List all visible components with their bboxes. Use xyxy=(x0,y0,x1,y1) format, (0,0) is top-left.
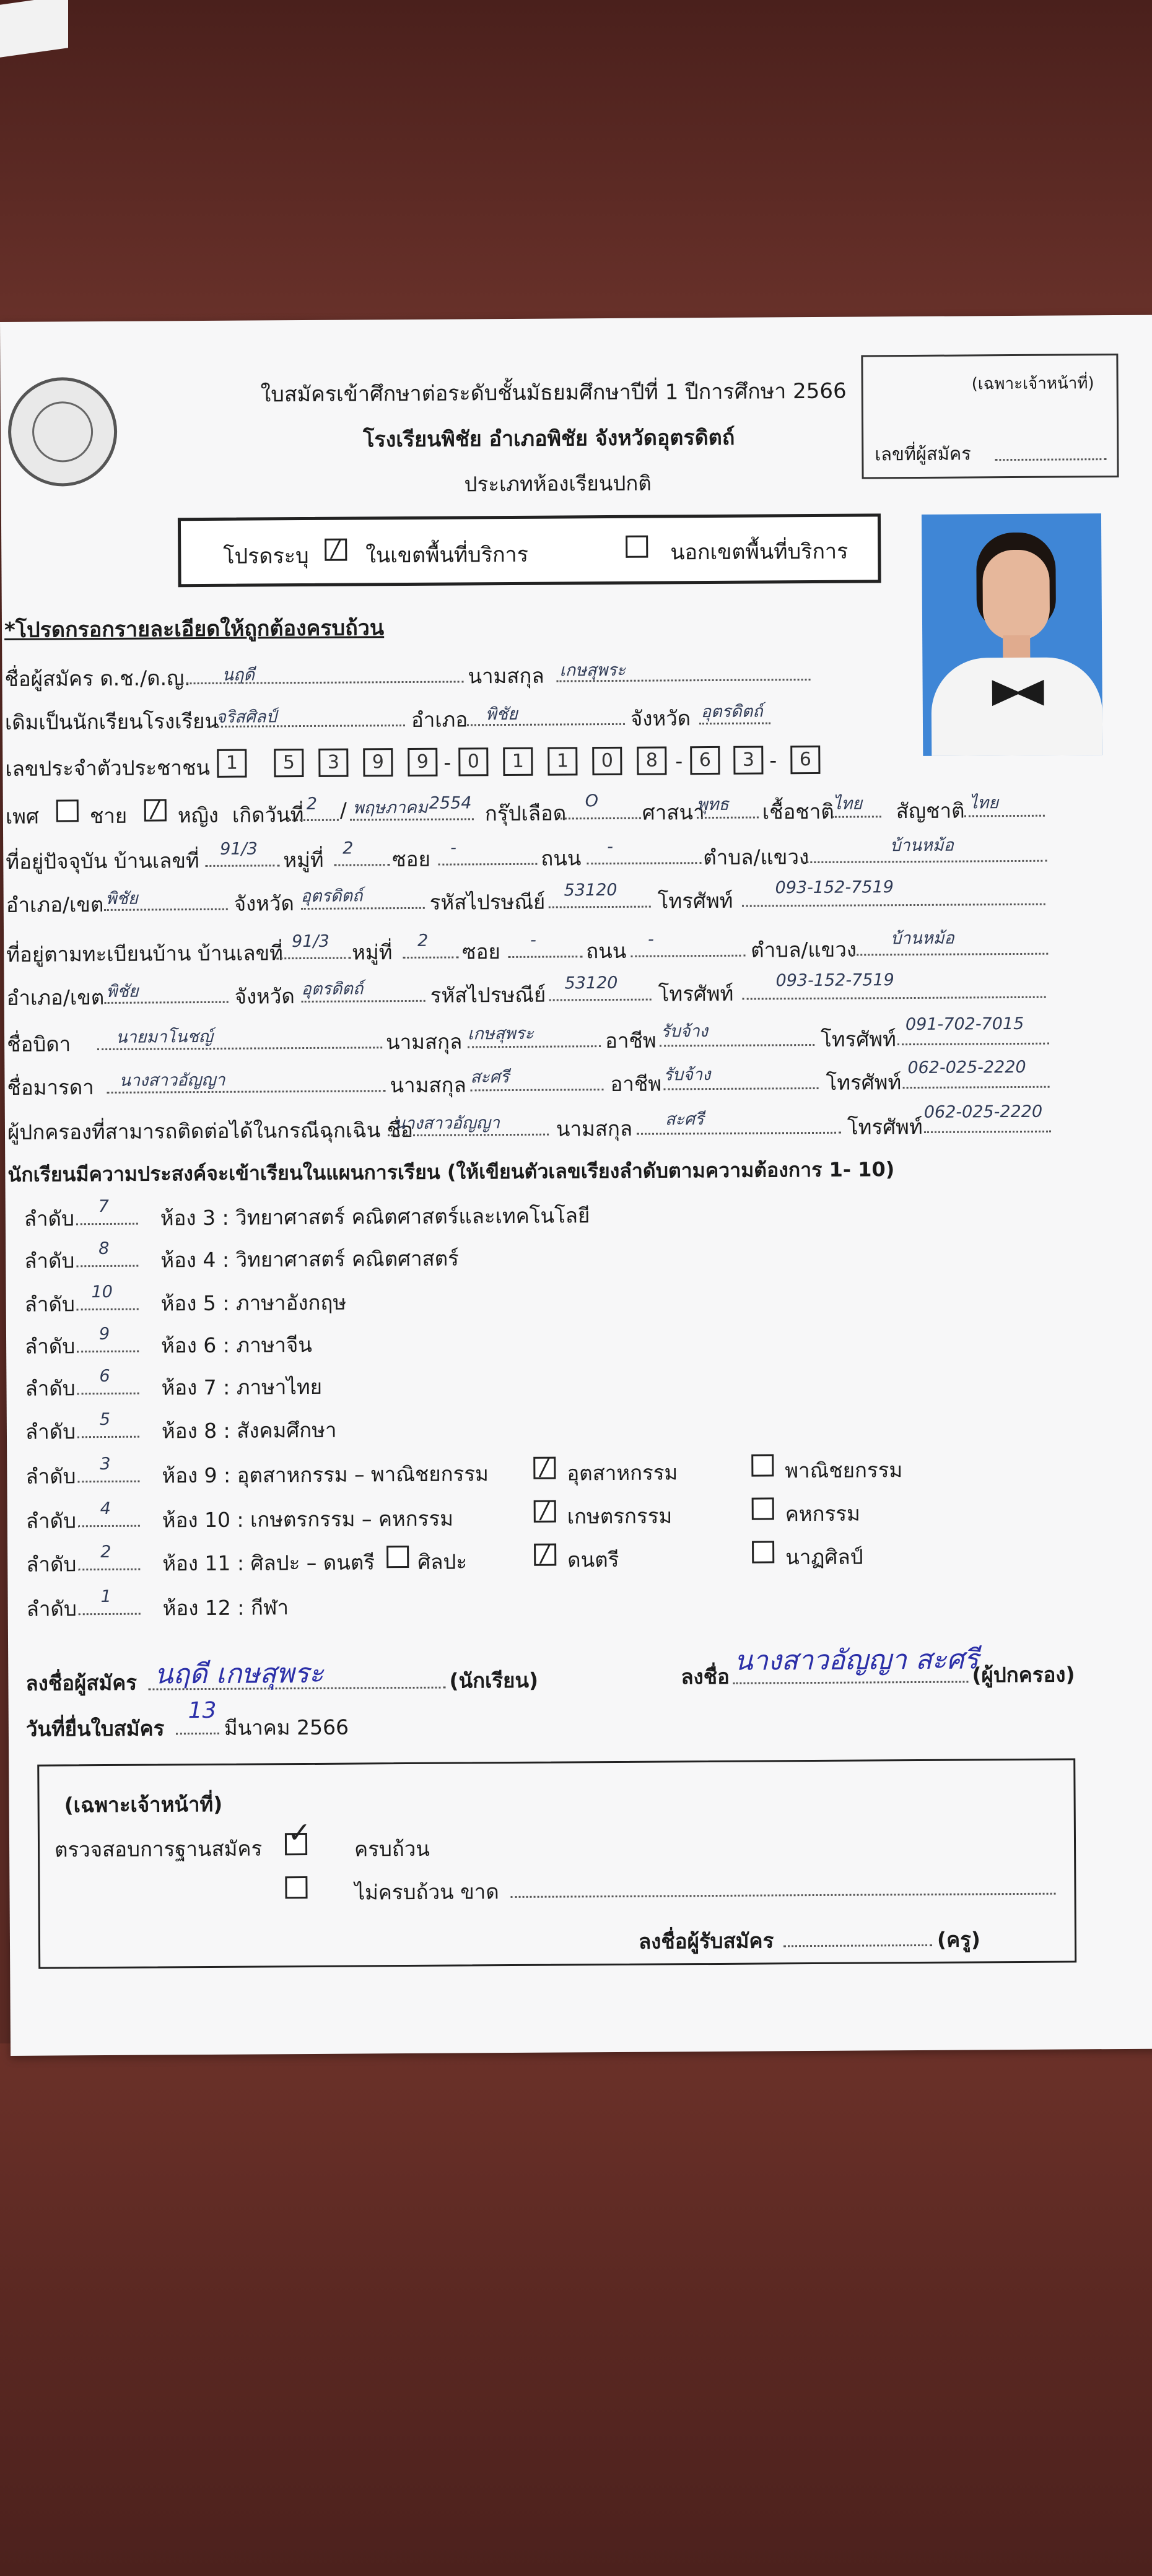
female-checkbox[interactable] xyxy=(144,799,167,821)
plan-rank-value[interactable]: 3 xyxy=(100,1454,111,1474)
current-phone-line xyxy=(742,903,1045,907)
plan-rank-line xyxy=(78,1569,140,1571)
plan-rank-value[interactable]: 10 xyxy=(91,1282,113,1302)
plan-rank-label: ลำดับ xyxy=(25,1419,76,1444)
id-separator: - xyxy=(675,749,683,773)
father-phone-line xyxy=(897,1043,1049,1045)
plan-rank-label: ลำดับ xyxy=(26,1596,77,1621)
current-moo-label: หมู่ที่ xyxy=(283,847,324,872)
registered-moo-line xyxy=(403,956,458,959)
mother-label: ชื่อมารดา xyxy=(7,1075,94,1100)
plan-rank-line xyxy=(78,1525,140,1528)
in-service-checkbox[interactable] xyxy=(325,539,347,561)
guardian-surname[interactable]: สะศรี xyxy=(665,1110,704,1129)
registered-soi[interactable]: - xyxy=(530,930,536,950)
official-title: (เฉพาะเจ้าหน้าที่) xyxy=(64,1791,223,1817)
photo-uniform xyxy=(931,657,1102,756)
plan-room: ห้อง 9 : อุตสาหกรรม – พาณิชยกรรม xyxy=(162,1461,489,1488)
agriculture-checkbox[interactable] xyxy=(534,1500,556,1523)
registered-road[interactable]: - xyxy=(648,929,654,949)
surname-value[interactable]: เกษสุพระ xyxy=(559,660,626,681)
applicant-sign-label: ลงชื่อผู้สมัคร xyxy=(25,1670,137,1695)
registered-road-label: ถนน xyxy=(586,938,627,964)
applicant-no-label: เลขที่ผู้สมัคร xyxy=(875,443,971,465)
plan-room: ห้อง 7 : ภาษาไทย xyxy=(161,1374,323,1400)
current-province[interactable]: อุตรดิตถ์ xyxy=(300,886,363,907)
industry-checkbox[interactable] xyxy=(533,1457,556,1479)
dance-checkbox[interactable] xyxy=(752,1541,774,1563)
id-digit[interactable]: 0 xyxy=(458,747,488,776)
plan-rank-label: ลำดับ xyxy=(24,1292,75,1316)
guardian-phone[interactable]: 062-025-2220 xyxy=(923,1102,1043,1122)
father-phone[interactable]: 091-702-7015 xyxy=(905,1014,1024,1035)
current-phone[interactable]: 093-152-7519 xyxy=(775,877,894,898)
checkmark-icon: ✓ xyxy=(287,1815,312,1850)
plan-rank-value[interactable]: 4 xyxy=(100,1499,111,1519)
id-digit[interactable]: 9 xyxy=(408,748,437,777)
plan-rank-label: ลำดับ xyxy=(25,1464,76,1489)
out-service-checkbox[interactable] xyxy=(626,536,648,558)
submit-date-day[interactable]: 13 xyxy=(188,1697,217,1724)
current-postcode-label: รหัสไปรษณีย์ xyxy=(429,889,546,915)
plan-rank-line xyxy=(76,1265,138,1268)
prev-district-label: อำเภอ xyxy=(411,707,468,732)
religion-label: ศาสนา xyxy=(642,800,705,825)
registered-postcode-line xyxy=(549,999,652,1001)
current-road-label: ถนน xyxy=(541,846,582,871)
birth-day[interactable]: 2 xyxy=(306,794,318,814)
mother-job-line xyxy=(664,1087,819,1090)
id-digit[interactable]: 3 xyxy=(733,746,763,774)
father-job-label: อาชีพ xyxy=(604,1028,657,1053)
instruction-text: *โปรดกรอกรายละเอียดให้ถูกต้องครบถ้วน xyxy=(4,616,385,643)
current-subdistrict-label: ตำบล/แขวง xyxy=(703,845,809,870)
plan-rank-value[interactable]: 6 xyxy=(99,1366,110,1386)
art-label: ศิลปะ xyxy=(417,1549,468,1574)
plan-rank-value[interactable]: 7 xyxy=(98,1196,110,1217)
plan-rank-label: ลำดับ xyxy=(24,1334,76,1359)
registered-address-label: ที่อยู่ตามทะเบียนบ้าน บ้านเลขที่ xyxy=(6,941,283,967)
father-job-line xyxy=(660,1044,814,1047)
religion-value[interactable]: พุทธ xyxy=(696,794,729,815)
sex-label: เพศ xyxy=(5,804,39,829)
father-job[interactable]: รับจ้าง xyxy=(660,1022,708,1042)
current-subdistrict[interactable]: บ้านหม้อ xyxy=(890,835,954,856)
plan-room: ห้อง 11 : ศิลปะ – ดนตรี xyxy=(162,1550,375,1576)
guardian-phone-line xyxy=(924,1131,1051,1133)
plans-heading: นักเรียนมีความประสงค์จะเข้าเรียนในแผนการเรียน (ให้เขียนตัวเลขเรียงลำดับตามความต้องการ 1- 10) xyxy=(7,1157,895,1186)
registered-subdistrict-line xyxy=(850,953,1048,956)
current-postcode[interactable]: 53120 xyxy=(564,880,617,900)
official-only-label: (เฉพาะเจ้าหน้าที่) xyxy=(971,374,1094,394)
guardian-phone-label: โทรศัพท์ xyxy=(847,1114,923,1139)
plan-room: ห้อง 4 : วิทยาศาสตร์ คณิตศาสตร์ xyxy=(160,1246,459,1273)
name-value[interactable]: นฤดี xyxy=(222,665,255,685)
guardian-name[interactable]: นางสาวอัญญา xyxy=(393,1113,500,1134)
commerce-label: พาณิชยกรรม xyxy=(785,1458,903,1483)
submit-date-rest: มีนาคม 2566 xyxy=(224,1715,349,1740)
father-surname-label: นามสกุล xyxy=(385,1029,463,1055)
area-selection-box xyxy=(178,513,881,587)
birth-slash: / xyxy=(339,798,347,822)
plan-room: ห้อง 5 : ภาษาอังกฤษ xyxy=(160,1290,347,1316)
id-digit[interactable]: 0 xyxy=(592,747,622,775)
prev-school-label: เดิมเป็นนักเรียนโรงเรียน xyxy=(4,708,219,734)
plan-rank-line xyxy=(76,1223,138,1225)
plan-room: ห้อง 6 : ภาษาจีน xyxy=(160,1332,312,1358)
plan-rank-line xyxy=(79,1613,141,1616)
registered-subdistrict-label: ตำบล/แขวง xyxy=(751,937,857,962)
id-separator: - xyxy=(443,750,452,775)
prev-province-value[interactable]: อุตรดิตถ์ xyxy=(700,702,763,722)
id-digit[interactable]: 9 xyxy=(363,748,393,777)
current-soi-line xyxy=(438,863,537,866)
student-tag: (นักเรียน) xyxy=(449,1668,539,1693)
current-house-no[interactable]: 91/3 xyxy=(220,839,258,859)
registered-moo-label: หมู่ที่ xyxy=(352,940,393,965)
receiver-sign-line xyxy=(783,1944,932,1947)
id-digit[interactable]: 6 xyxy=(790,746,820,774)
music-label: ดนตรี xyxy=(567,1547,619,1572)
blood-label: กรุ๊ปเลือด xyxy=(484,801,567,826)
surname-label: นามสกุล xyxy=(468,663,544,689)
home-economics-label: คหกรรม xyxy=(785,1501,860,1526)
male-checkbox[interactable] xyxy=(56,799,79,822)
plan-room: ห้อง 12 : กีฬา xyxy=(162,1595,289,1621)
photo-face xyxy=(982,550,1050,641)
prev-district-value[interactable]: พิชัย xyxy=(485,704,518,724)
mother-job[interactable]: รับจ้าง xyxy=(663,1065,711,1085)
guardian-surname-line xyxy=(637,1132,841,1135)
guardian-sign-label: ลงชื่อ xyxy=(681,1664,730,1689)
table-surface-bottom xyxy=(0,2043,1152,2576)
birth-year[interactable]: 2554 xyxy=(429,793,472,813)
race-value[interactable]: ไทย xyxy=(832,794,863,814)
plan-rank-line xyxy=(77,1308,139,1311)
agriculture-label: เกษตรกรรม xyxy=(567,1503,673,1529)
table-surface-top xyxy=(0,0,1152,347)
applicant-no-line xyxy=(995,458,1106,461)
paper-scrap xyxy=(0,0,68,58)
complete-label: ครบถ้วน xyxy=(354,1836,430,1861)
mother-surname[interactable]: สะศรี xyxy=(470,1068,510,1087)
seal-emblem xyxy=(32,401,94,463)
current-district[interactable]: พิชัย xyxy=(105,889,138,908)
prev-school-value[interactable]: จริสศิลป์ xyxy=(216,707,277,727)
plan-room: ห้อง 3 : วิทยาศาสตร์ คณิตศาสตร์และเทคโนโลยี xyxy=(160,1203,590,1230)
id-digit[interactable]: 8 xyxy=(637,746,666,775)
plan-rank-label: ลำดับ xyxy=(25,1376,76,1401)
id-digit[interactable]: 1 xyxy=(503,747,533,776)
mother-surname-label: นามสกุล xyxy=(390,1073,466,1098)
plan-rank-label: ลำดับ xyxy=(25,1508,77,1533)
mother-phone[interactable]: 062-025-2220 xyxy=(907,1057,1026,1078)
plan-rank-value[interactable]: 2 xyxy=(100,1542,111,1562)
current-road-line xyxy=(587,862,701,864)
registered-road-line xyxy=(631,955,745,957)
guardian-tag: (ผู้ปกครอง) xyxy=(972,1662,1075,1687)
current-road[interactable]: - xyxy=(607,837,614,857)
registered-house-line xyxy=(276,957,351,960)
current-soi[interactable]: - xyxy=(450,838,457,858)
plan-rank-value[interactable]: 8 xyxy=(98,1238,110,1259)
current-moo-line xyxy=(334,864,390,866)
plan-rank-line xyxy=(77,1393,139,1395)
blood-line xyxy=(561,817,641,820)
current-district-label: อำเภอ/เขต xyxy=(6,892,104,917)
registered-phone-label: โทรศัพท์ xyxy=(658,981,734,1006)
registered-province-label: จังหวัด xyxy=(234,984,295,1009)
father-surname[interactable]: เกษสุพระ xyxy=(467,1024,534,1044)
birth-label: เกิดวันที่ xyxy=(232,803,304,827)
registered-soi-line xyxy=(508,955,582,958)
receiver-sign-label: ลงชื่อผู้รับสมัคร xyxy=(638,1928,774,1954)
mother-name[interactable]: นางสาวอัญญา xyxy=(119,1070,225,1090)
current-soi-label: ซอย xyxy=(392,846,430,872)
receiver-tag: (ครู) xyxy=(936,1927,981,1952)
submit-date-label: วันที่ยื่นใบสมัคร xyxy=(25,1716,165,1741)
plan-room: ห้อง 8 : สังคมศึกษา xyxy=(161,1417,337,1443)
registered-district-label: อำเภอ/เขต xyxy=(6,985,105,1010)
father-phone-label: โทรศัพท์ xyxy=(820,1027,896,1051)
mother-phone-label: โทรศัพท์ xyxy=(826,1070,902,1095)
male-label: ชาย xyxy=(89,803,128,829)
id-digit[interactable]: 3 xyxy=(318,749,348,777)
current-postcode-line xyxy=(549,906,651,908)
music-checkbox[interactable] xyxy=(534,1544,556,1566)
industry-label: อุตสาหกรรม xyxy=(567,1460,678,1486)
home-economics-checkbox[interactable] xyxy=(752,1497,774,1520)
official-section xyxy=(37,1758,1076,1969)
commerce-checkbox[interactable] xyxy=(751,1454,774,1476)
guardian-surname-label: นามสกุล xyxy=(556,1116,633,1141)
registered-soi-label: ซอย xyxy=(462,939,500,964)
mother-job-label: อาชีพ xyxy=(610,1071,662,1097)
current-moo[interactable]: 2 xyxy=(343,838,354,858)
blood-value[interactable]: O xyxy=(585,791,599,811)
registered-subdistrict[interactable]: บ้านหม้อ xyxy=(891,928,954,949)
registered-phone[interactable]: 093-152-7519 xyxy=(775,970,894,991)
id-digit[interactable]: 1 xyxy=(217,749,247,778)
plan-rank-line xyxy=(77,1481,139,1483)
registered-postcode-label: รหัสไปรษณีย์ xyxy=(430,982,546,1007)
prev-province-label: จังหวัด xyxy=(630,706,691,731)
plan-rank-line xyxy=(77,1351,139,1353)
out-service-label: นอกเขตพื้นที่บริการ xyxy=(670,539,849,565)
current-house-line xyxy=(205,864,279,867)
birth-day-line xyxy=(289,819,339,821)
submit-date-line xyxy=(176,1733,219,1734)
female-label: หญิง xyxy=(177,803,219,828)
applicant-signature[interactable]: นฤดี เกษสุพระ xyxy=(154,1657,324,1690)
birth-month[interactable]: พฤษภาคม xyxy=(352,798,428,818)
plan-rank-label: ลำดับ xyxy=(24,1248,75,1273)
dance-label: นาฏศิลป์ xyxy=(785,1544,863,1570)
incomplete-reason-line xyxy=(511,1893,1056,1898)
in-service-label: ในเขตพื้นที่บริการ xyxy=(365,542,529,568)
name-label: ชื่อผู้สมัคร ด.ช./ด.ญ. xyxy=(4,666,191,691)
current-address-label: ที่อยู่ปัจจุบัน บ้านเลขที่ xyxy=(6,848,199,874)
id-digit[interactable]: 5 xyxy=(274,749,303,777)
official-id-box xyxy=(861,354,1119,479)
registered-postcode[interactable]: 53120 xyxy=(564,973,618,993)
plan-rank-value[interactable]: 5 xyxy=(99,1409,111,1430)
plan-room: ห้อง 10 : เกษตรกรรม – คหกรรม xyxy=(162,1506,454,1533)
registered-moo[interactable]: 2 xyxy=(417,931,429,951)
race-label: เชื้อชาติ xyxy=(762,799,834,824)
applicant-photo xyxy=(922,513,1102,756)
registered-province[interactable]: อุตรดิตถ์ xyxy=(301,979,364,999)
plan-rank-line xyxy=(77,1436,139,1438)
id-digit[interactable]: 1 xyxy=(548,747,577,775)
classroom-type: ประเภทห้องเรียนปกติ xyxy=(464,471,652,497)
id-digit[interactable]: 6 xyxy=(690,746,720,775)
current-phone-label: โทรศัพท์ xyxy=(657,888,733,913)
nationality-label: สัญชาติ xyxy=(896,798,965,824)
plan-rank-label: ลำดับ xyxy=(24,1206,75,1231)
father-label: ชื่อบิดา xyxy=(7,1032,71,1056)
school-seal xyxy=(8,377,118,487)
incomplete-label: ไม่ครบถ้วน ขาด xyxy=(354,1879,499,1905)
id-label: เลขประจำตัวประชาชน xyxy=(5,755,211,781)
official-check-label: ตรวจสอบการฐานสมัคร xyxy=(54,1836,263,1862)
plan-rank-value[interactable]: 1 xyxy=(100,1586,111,1607)
mother-phone-line xyxy=(903,1086,1050,1089)
current-subdistrict-line xyxy=(802,860,1047,863)
art-checkbox[interactable] xyxy=(386,1546,409,1568)
nationality-value[interactable]: ไทย xyxy=(969,793,999,813)
plan-rank-value[interactable]: 9 xyxy=(98,1324,110,1344)
plan-rank-label: ลำดับ xyxy=(26,1552,77,1577)
application-form xyxy=(0,315,1152,2056)
id-separator: - xyxy=(769,748,777,773)
school-name: โรงเรียนพิชัย อำเภอพิชัย จังหวัดอุตรดิตถ์ xyxy=(363,425,735,453)
guardian-signature[interactable]: นางสาวอัญญา สะศรี xyxy=(734,1643,979,1677)
current-province-label: จังหวัด xyxy=(233,891,295,916)
area-label: โปรดระบุ xyxy=(223,543,309,569)
father-name[interactable]: นายมาโนชญ์ xyxy=(115,1027,213,1047)
guardian-label: ผู้ปกครองที่สามารถติดต่อได้ในกรณีฉุกเฉิน ชื่อ xyxy=(7,1117,414,1144)
form-title: ใบสมัครเข้าศึกษาต่อระดับชั้นมัธยมศึกษาปีที่ 1 ปีการศึกษา 2566 xyxy=(260,378,847,407)
registered-house-no[interactable]: 91/3 xyxy=(292,931,329,952)
registered-phone-line xyxy=(743,996,1046,1000)
registered-district[interactable]: พิชัย xyxy=(106,981,139,1001)
incomplete-checkbox[interactable] xyxy=(285,1876,307,1899)
